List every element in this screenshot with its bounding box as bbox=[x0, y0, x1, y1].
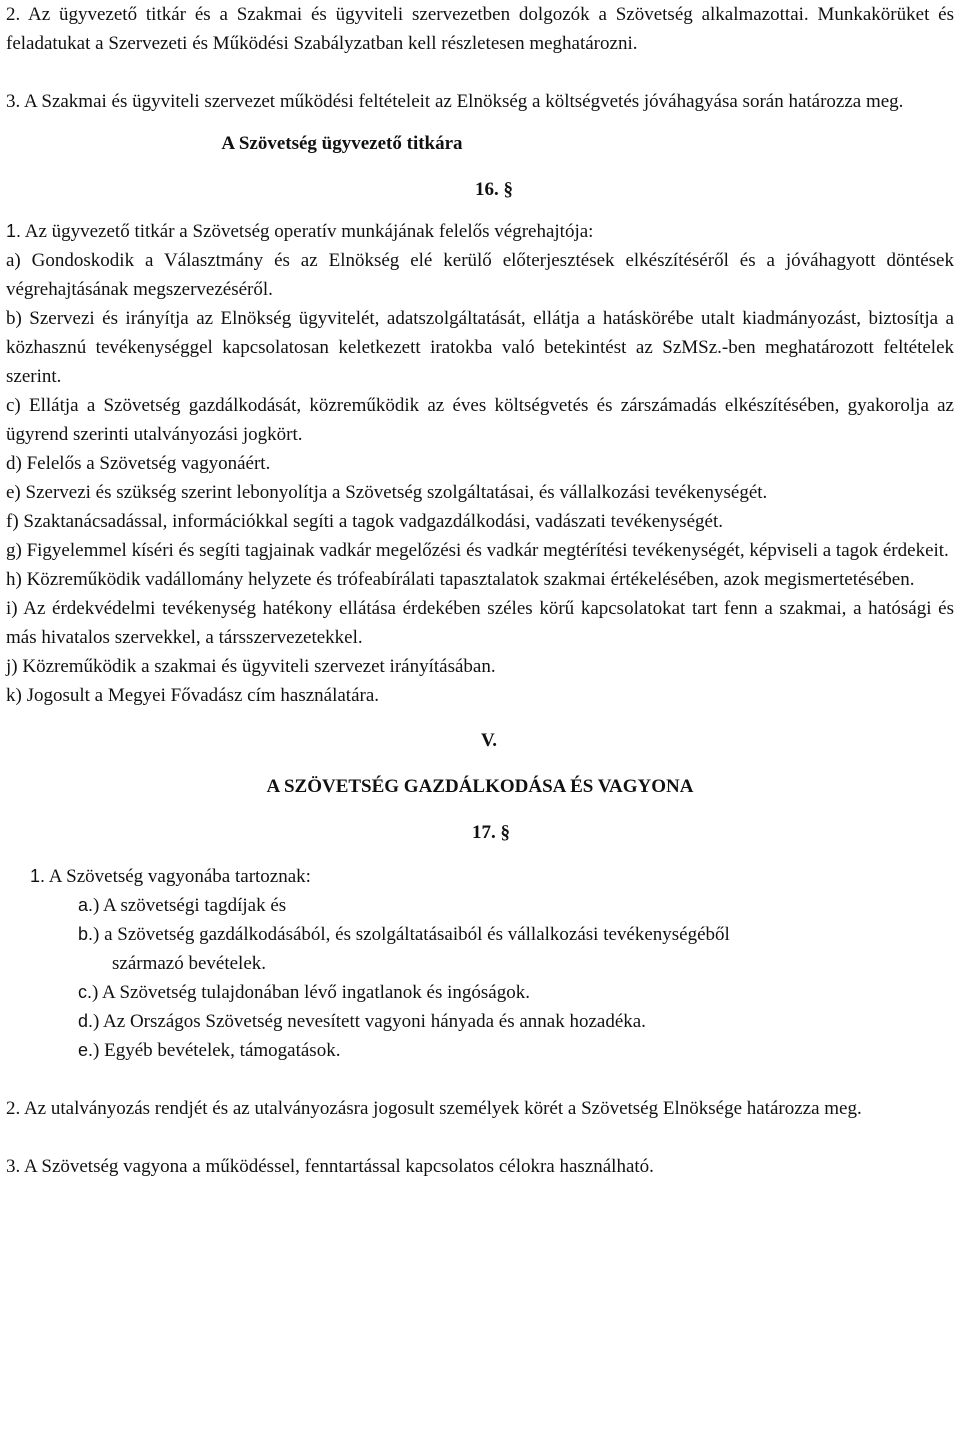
sub-letter: a. bbox=[78, 895, 94, 915]
sub-letter: e. bbox=[78, 1040, 94, 1060]
item-i: i) Az érdekvédelmi tevékenység hatékony ellátása érdekében széles körű kapcsolatokat tart fenn a szakmai, a hatósági és más hivatalos szervekkel, a társszervezetekkel. bbox=[6, 598, 954, 648]
item-h: h) Közreműködik vadállomány helyzete és trófeabírálati tapasztalatok szakmai értékelésében, azok megismertetésében. bbox=[6, 569, 915, 590]
sub-item-e bbox=[30, 1036, 954, 1065]
item-j: j) Közreműködik a szakmai és ügyviteli szervezet irányításában. bbox=[6, 656, 496, 677]
sub-item-a bbox=[30, 891, 954, 920]
item-e: e) Szervezi és szükség szerint lebonyolítja a Szövetség szolgáltatásai, és vállalkozási tevékenységét. bbox=[6, 482, 768, 503]
sub-text: ) A szövetségi tagdíjak és bbox=[93, 895, 287, 916]
intro-text: Az ügyvezető titkár a Szövetség operatív munkájának felelős végrehajtója: bbox=[24, 221, 594, 242]
sub-letter: c. bbox=[78, 982, 93, 1002]
sub-item-d bbox=[30, 1007, 954, 1036]
assets-list bbox=[6, 862, 954, 1065]
item-a: a) Gondoskodik a Választmány és az Elnökség elé kerülő előterjesztések elkészítéséről és a jóváhagyott döntések végrehajtásának megszervezéséről. bbox=[6, 250, 954, 300]
assets-intro-text: A Szövetség vagyonába tartoznak: bbox=[48, 866, 311, 887]
sub-item-b bbox=[30, 920, 954, 949]
section5-paragraph-3: 3. A Szövetség vagyona a működéssel, fenntartással kapcsolatos célokra használható. bbox=[6, 1156, 654, 1177]
sub-text: ) Egyéb bevételek, támogatások. bbox=[93, 1040, 341, 1061]
sub-text: ) a Szövetség gazdálkodásából, és szolgáltatásaiból és vállalkozási tevékenységéből bbox=[93, 924, 730, 945]
subsection-title: A Szövetség ügyvezető titkára bbox=[221, 133, 463, 154]
assets-intro bbox=[30, 862, 954, 891]
sub-letter: b. bbox=[78, 924, 94, 944]
section5-paragraph-2: 2. Az utalványozás rendjét és az utalványozásra jogosult személyek körét a Szövetség Elnöksége határozza meg. bbox=[6, 1098, 862, 1119]
sub-item-c bbox=[30, 978, 954, 1007]
paragraph-number-17: 17. § bbox=[472, 822, 510, 843]
paragraph-2: 2. Az ügyvezető titkár és a Szakmai és ügyviteli szervezetben dolgozók a Szövetség alkalmazottai. Munkakörüket és feladatukat a Szervezeti és Működési Szabályzatban kell részletesen meghatározni. bbox=[6, 4, 954, 54]
sub-item-b-continued: származó bevételek. bbox=[112, 953, 267, 974]
sub-text: ) Az Országos Szövetség nevesített vagyoni hányada és annak hozadéka. bbox=[93, 1011, 646, 1032]
item-g: g) Figyelemmel kíséri és segíti tagjainak vadkár megelőzési és vadkár megtérítési tevékenységét, képviseli a tagok érdekeit. bbox=[6, 540, 949, 561]
paragraph-3: 3. A Szakmai és ügyviteli szervezet működési feltételeit az Elnökség a költségvetés jóváhagyása során határozza meg. bbox=[6, 91, 904, 112]
section-title: A SZÖVETSÉG GAZDÁLKODÁSA ÉS VAGYONA bbox=[266, 776, 694, 797]
intro-number: 1. bbox=[6, 221, 22, 241]
item-c: c) Ellátja a Szövetség gazdálkodását, közreműködik az éves költségvetés és zárszámadás elkészítésében, gyakorolja az ügyrend szerinti utalványozási jogkört. bbox=[6, 395, 954, 445]
item-d: d) Felelős a Szövetség vagyonáért. bbox=[6, 453, 271, 474]
section-number: V. bbox=[480, 730, 498, 751]
paragraph-number-16: 16. § bbox=[475, 179, 513, 200]
item-b: b) Szervezi és irányítja az Elnökség ügyvitelét, adatszolgáltatását, ellátja a hatáskörébe utalt kiadmányozást, biztosítja a közhasznú tevékenységgel kapcsolatosan keletkezett iratokba való betekintést az SzMSz.-ben meghatározott feltételek szerint. bbox=[6, 308, 954, 387]
document-page bbox=[6, 0, 954, 1181]
sub-letter: d. bbox=[78, 1011, 94, 1031]
titkar-intro bbox=[6, 217, 954, 246]
item-k: k) Jogosult a Megyei Fővadász cím használatára. bbox=[6, 685, 380, 706]
list-number: 1. bbox=[30, 866, 46, 886]
sub-text: ) A Szövetség tulajdonában lévő ingatlanok és ingóságok. bbox=[92, 982, 530, 1003]
item-f: f) Szaktanácsadással, információkkal segíti a tagok vadgazdálkodási, vadászati tevékenységét. bbox=[6, 511, 723, 532]
